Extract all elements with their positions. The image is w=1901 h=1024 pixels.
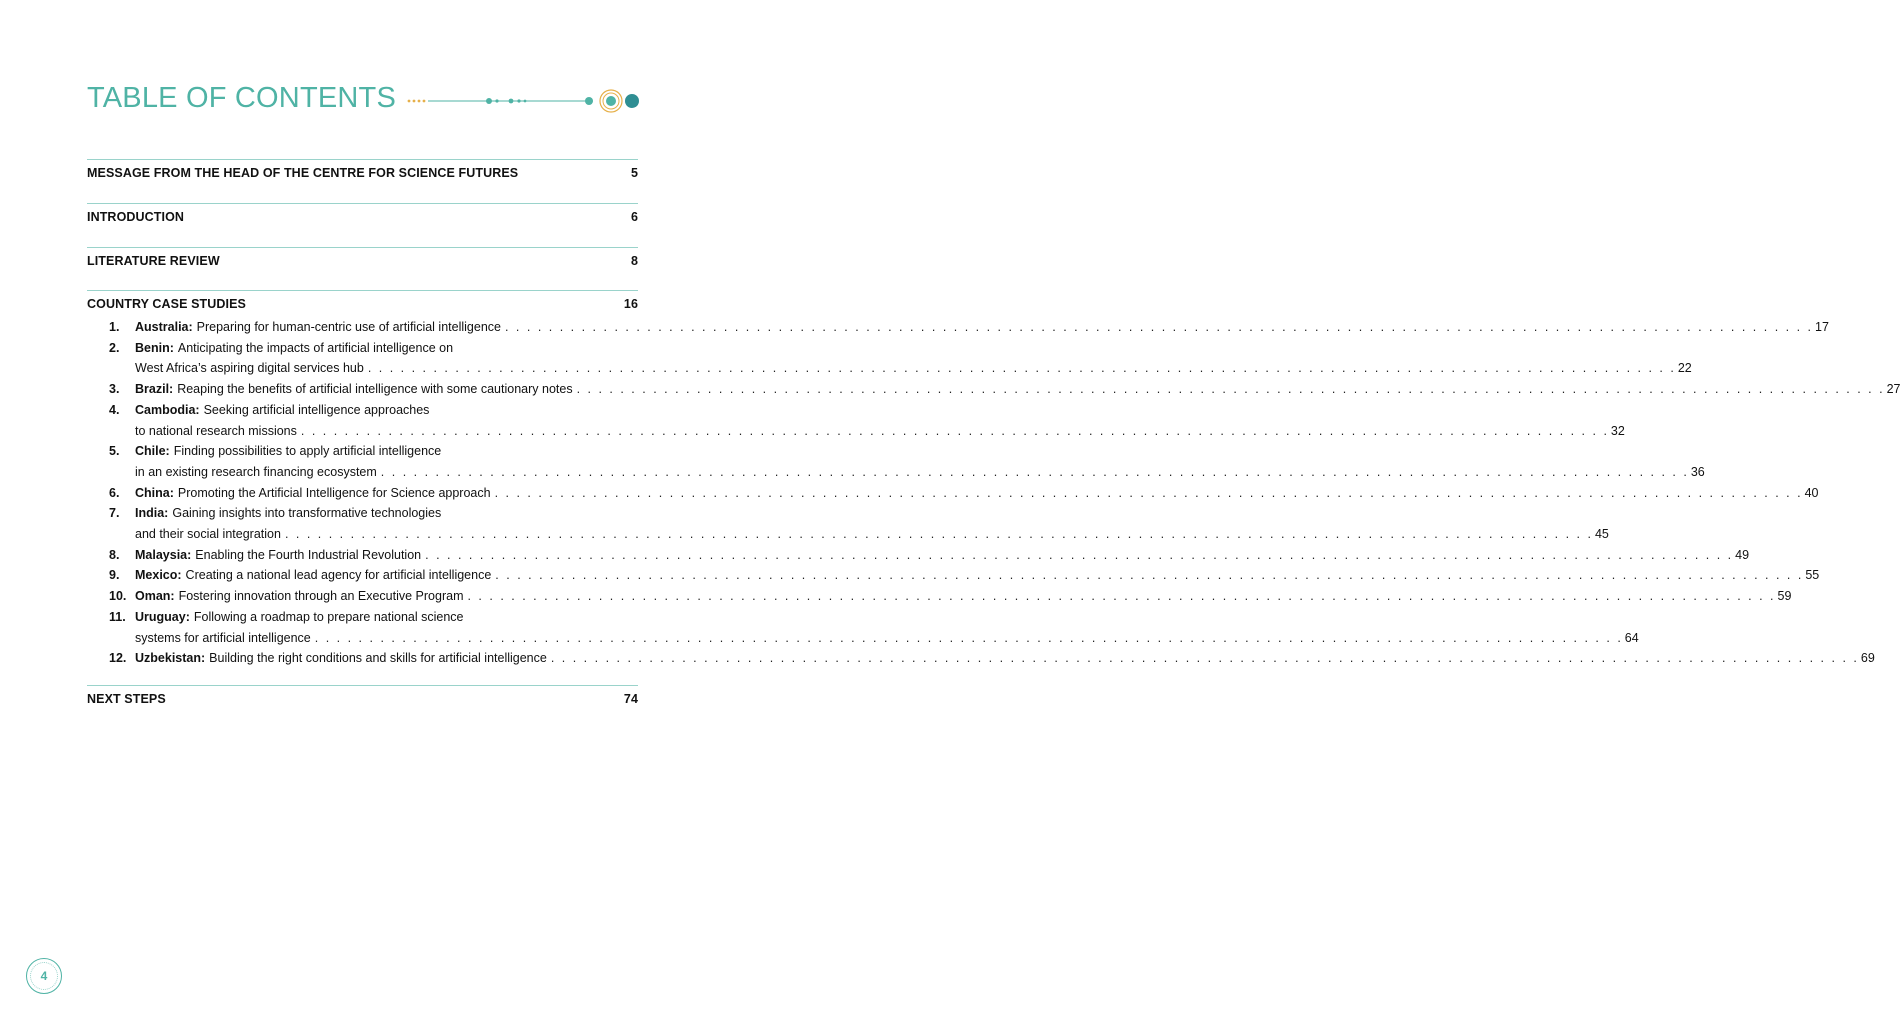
section-label[interactable]: MESSAGE FROM THE HEAD OF THE CENTRE FOR SCIENCE FUTURES [87, 166, 519, 180]
entry-title-continued: West Africa’s aspiring digital services hub [135, 361, 364, 376]
decorative-line-icon [405, 84, 641, 118]
case-study-entry[interactable] [87, 565, 1820, 586]
page-number: 4 [40, 969, 48, 983]
entry-page: 59 [1777, 589, 1792, 604]
entry-country: China: [135, 485, 174, 500]
entry-title: Following a roadmap to prepare national science [193, 609, 464, 624]
dot-leader: . . . . . . . . . . . . . . . . . . . . . . . . . . . . . . . . . . . . . . . . . . . . . . . . . . . . . . . . . . . . . . . . . . . . . . . . . . . . . . . . . . . . . . . . . . . . . . . . . . . . . . . . . . . . . . . . . . . . . . . . [576, 382, 1885, 397]
dot-leader: . . . . . . . . . . . . . . . . . . . . . . . . . . . . . . . . . . . . . . . . . . . . . . . . . . . . . . . . . . . . . . . . . . . . . . . . . . . . . . . . . . . . . . . . . . . . . . . . . . . . . . . . . . . . . . . . . . . . . . . . [300, 423, 1609, 438]
case-study-entry[interactable] [87, 545, 1750, 566]
entry-title: Finding possibilities to apply artificial intelligence [173, 444, 442, 459]
section-page: 5 [630, 166, 638, 180]
title-row [87, 82, 647, 122]
case-study-list [87, 317, 1901, 669]
entry-country: Benin: [135, 340, 174, 355]
entry-page: 32 [1610, 423, 1625, 438]
entry-page: 55 [1805, 568, 1820, 583]
page-number-badge [26, 958, 62, 994]
section-page: 74 [623, 692, 638, 706]
entry-title: Promoting the Artificial Intelligence for Science approach [177, 485, 491, 500]
entry-country: Uruguay: [135, 609, 190, 624]
entry-number: 2. [109, 340, 120, 355]
entry-title-continued: to national research missions [135, 423, 297, 438]
dot-leader: . . . . . . . . . . . . . . . . . . . . . . . . . . . . . . . . . . . . . . . . . . . . . . . . . . . . . . . . . . . . . . . . . . . . . . . . . . . . . . . . . . . . . . . . . . . . . . . . . . . . . . . . . . . . . . . . . . . . . . . . [425, 547, 1734, 562]
entry-country: Chile: [135, 444, 170, 459]
section-introduction [87, 203, 638, 224]
entry-number: 5. [109, 444, 120, 459]
entry-country: Uzbekistan: [135, 651, 206, 666]
entry-title: Anticipating the impacts of artificial intelligence on [177, 340, 454, 355]
entry-title: Preparing for human-centric use of artificial intelligence [196, 320, 501, 334]
dot-leader: . . . . . . . . . . . . . . . . . . . . . . . . . . . . . . . . . . . . . . . . . . . . . . . . . . . . . . . . . . . . . . . . . . . . . . . . . . . . . . . . . . . . . . . . . . . . . . . . . . . . . . . . . . . . . . . . . . . . . . . . [380, 464, 1689, 479]
entry-page: 22 [1677, 361, 1692, 376]
entry-page: 36 [1690, 464, 1705, 479]
dot-leader: . . . . . . . . . . . . . . . . . . . . . . . . . . . . . . . . . . . . . . . . . . . . . . . . . . . . . . . . . . . . . . . . . . . . . . . . . . . . . . . . . . . . . . . . . . . . . . . . . . . . . . . . . . . . . . . . . . . . . . . . [494, 485, 1803, 500]
section-label[interactable]: LITERATURE REVIEW [87, 254, 220, 268]
page-title: TABLE OF CONTENTS [87, 82, 397, 114]
case-study-entry[interactable] [87, 338, 1692, 379]
entry-country: Oman: [135, 589, 175, 604]
dot-leader: . . . . . . . . . . . . . . . . . . . . . . . . . . . . . . . . . . . . . . . . . . . . . . . . . . . . . . . . . . . . . . . . . . . . . . . . . . . . . . . . . . . . . . . . . . . . . . . . . . . . . . . . . . . . . . . . . . . . . . . . [467, 589, 1776, 604]
entry-page: 27 [1886, 382, 1901, 397]
dot-leader: . . . . . . . . . . . . . . . . . . . . . . . . . . . . . . . . . . . . . . . . . . . . . . . . . . . . . . . . . . . . . . . . . . . . . . . . . . . . . . . . . . . . . . . . . . . . . . . . . . . . . . . . . . . . . . . . . . . . . . . . [495, 568, 1804, 583]
entry-page: 45 [1594, 527, 1609, 542]
entry-title: Seeking artificial intelligence approaches [203, 402, 430, 417]
entry-number: 4. [109, 402, 120, 417]
case-study-entry[interactable] [87, 317, 1829, 338]
entry-country: Australia: [135, 320, 193, 334]
entry-title: Enabling the Fourth Industrial Revolution [195, 547, 422, 562]
entry-number: 8. [109, 547, 120, 562]
section-next-steps [87, 685, 638, 706]
entry-page: 69 [1860, 651, 1875, 666]
entry-title: Reaping the benefits of artificial intelligence with some cautionary notes [177, 382, 573, 397]
entry-number: 3. [109, 382, 120, 397]
section-page: 6 [630, 210, 638, 224]
entry-number: 11. [109, 609, 126, 624]
entry-title: Gaining insights into transformative technologies [172, 506, 442, 521]
section-page: 16 [623, 297, 638, 311]
entry-country: Cambodia: [135, 402, 200, 417]
dot-leader: . . . . . . . . . . . . . . . . . . . . . . . . . . . . . . . . . . . . . . . . . . . . . . . . . . . . . . . . . . . . . . . . . . . . . . . . . . . . . . . . . . . . . . . . . . . . . . . . . . . . . . . . . . . . . . . . . . . . . . . . [367, 361, 1676, 376]
entry-page: 17 [1815, 320, 1829, 334]
section-label[interactable]: INTRODUCTION [87, 210, 185, 224]
entry-number: 10. [109, 589, 127, 604]
case-study-entry[interactable] [87, 483, 1819, 504]
section-message [87, 159, 638, 180]
case-study-entry[interactable] [87, 441, 1705, 482]
entry-number: 6. [109, 485, 120, 500]
entry-page: 40 [1804, 485, 1819, 500]
dot-leader: . . . . . . . . . . . . . . . . . . . . . . . . . . . . . . . . . . . . . . . . . . . . . . . . . . . . . . . . . . . . . . . . . . . . . . . . . . . . . . . . . . . . . . . . . . . . . . . . . . . . . . . . . . . . . . . . . . . . . . . . [504, 320, 1814, 334]
section-literature-review [87, 247, 638, 268]
entry-country: India: [135, 506, 169, 521]
entry-page: 64 [1624, 630, 1639, 645]
entry-title: Fostering innovation through an Executive Program [178, 589, 464, 604]
entry-number: 12. [109, 651, 127, 666]
section-label[interactable]: NEXT STEPS [87, 692, 166, 706]
entry-country: Malaysia: [135, 547, 192, 562]
entry-country: Brazil: [135, 382, 174, 397]
case-study-entry[interactable] [87, 503, 1609, 544]
section-country-case-studies [87, 290, 638, 311]
entry-title: Creating a national lead agency for artificial intelligence [185, 568, 492, 583]
entry-title-continued: and their social integration [135, 527, 281, 542]
entry-country: Mexico: [135, 568, 182, 583]
entry-page: 49 [1735, 547, 1750, 562]
entry-number: 7. [109, 506, 120, 521]
dot-leader: . . . . . . . . . . . . . . . . . . . . . . . . . . . . . . . . . . . . . . . . . . . . . . . . . . . . . . . . . . . . . . . . . . . . . . . . . . . . . . . . . . . . . . . . . . . . . . . . . . . . . . . . . . . . . . . . . . . . . . . . [284, 527, 1593, 542]
case-study-entry[interactable] [87, 379, 1901, 400]
dot-leader: . . . . . . . . . . . . . . . . . . . . . . . . . . . . . . . . . . . . . . . . . . . . . . . . . . . . . . . . . . . . . . . . . . . . . . . . . . . . . . . . . . . . . . . . . . . . . . . . . . . . . . . . . . . . . . . . . . . . . . . . [550, 651, 1859, 666]
entry-number: 1. [109, 320, 120, 334]
case-study-entry[interactable] [87, 607, 1639, 648]
case-study-entry[interactable] [87, 648, 1875, 669]
case-study-entry[interactable] [87, 586, 1792, 607]
section-page: 8 [630, 254, 638, 268]
entry-title-continued: systems for artificial intelligence [135, 630, 311, 645]
section-label[interactable]: COUNTRY CASE STUDIES [87, 297, 246, 311]
entry-number: 9. [109, 568, 120, 583]
entry-title: Building the right conditions and skills for artificial intelligence [209, 651, 547, 666]
dot-leader: . . . . . . . . . . . . . . . . . . . . . . . . . . . . . . . . . . . . . . . . . . . . . . . . . . . . . . . . . . . . . . . . . . . . . . . . . . . . . . . . . . . . . . . . . . . . . . . . . . . . . . . . . . . . . . . . . . . . . . . . [314, 630, 1623, 645]
entry-title-continued: in an existing research financing ecosystem [135, 464, 377, 479]
case-study-entry[interactable] [87, 400, 1625, 441]
